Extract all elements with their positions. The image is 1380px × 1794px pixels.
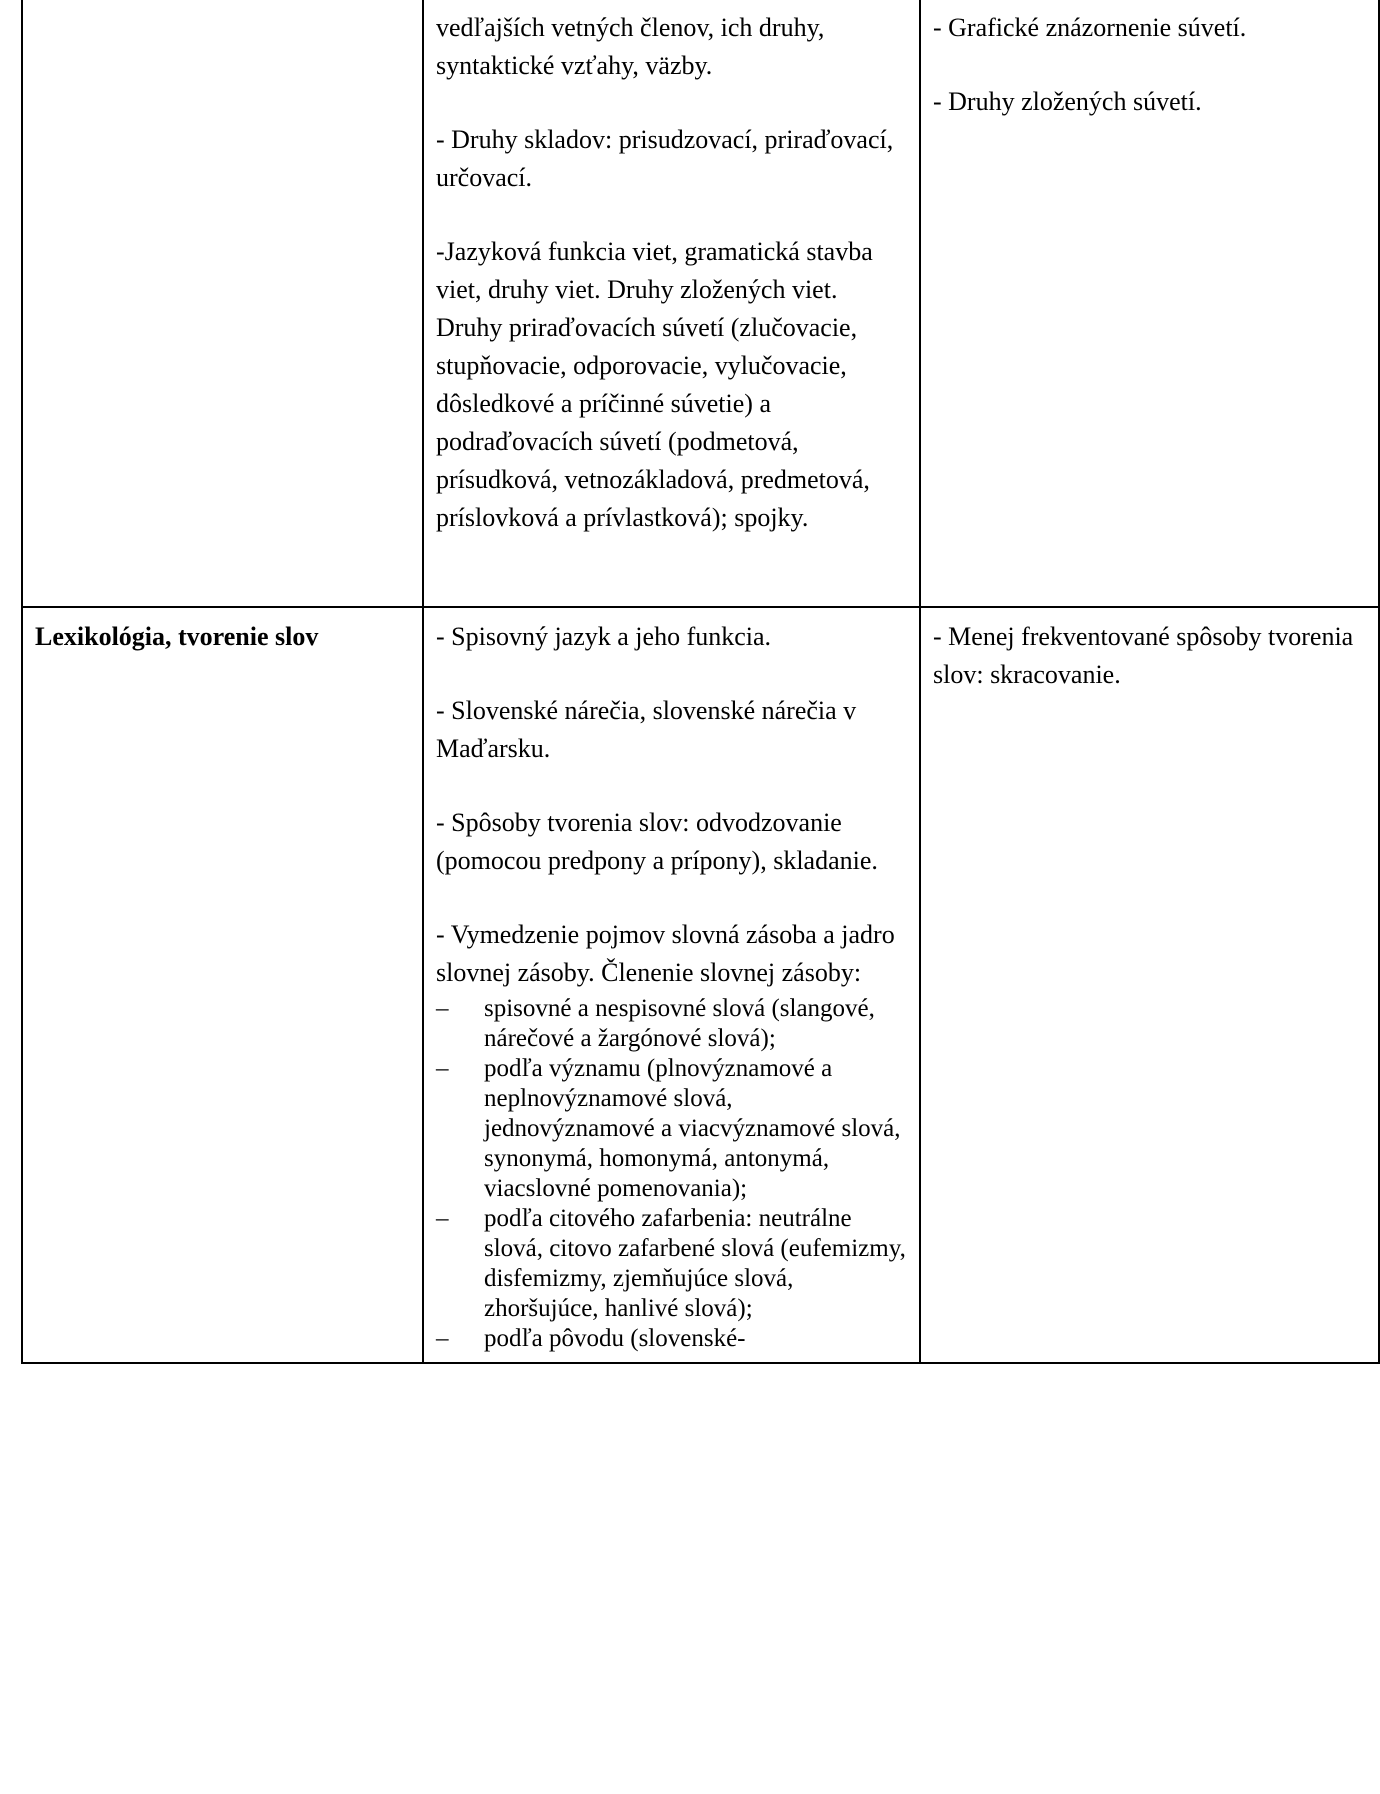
content-paragraph: - Druhy skladov: prisudzovací, priraďovací, určovací. xyxy=(436,125,894,192)
topic-cell xyxy=(22,607,423,1363)
list-item-text: podľa pôvodu (slovenské- xyxy=(484,1325,746,1352)
vocabulary-list xyxy=(436,994,907,1354)
content-paragraph: vedľajších vetných členov, ich druhy, syntaktické vzťahy, väzby. xyxy=(436,13,825,80)
list-item-text: podľa citového zafarbenia: neutrálne slová, citovo zafarbené slová (eufemizmy, disfemizmy, zjemňujúce slová, zhoršujúce, hanlivé slová); xyxy=(484,1205,906,1322)
extra-cell xyxy=(920,0,1379,607)
content-cell xyxy=(423,0,920,607)
list-item-text: spisovné a nespisovné slová (slangové, nárečové a žargónové slová); xyxy=(484,995,875,1052)
list-item xyxy=(436,1324,907,1354)
content-paragraph: - Slovenské nárečia, slovenské nárečia v Maďarsku. xyxy=(436,696,857,763)
extra-paragraph: - Menej frekventované spôsoby tvorenia slov: skracovanie. xyxy=(933,622,1354,689)
table-row xyxy=(22,607,1379,1363)
content-cell xyxy=(423,607,920,1363)
dash-marker: – xyxy=(436,1055,449,1082)
content-paragraph: - Vymedzenie pojmov slovná zásoba a jadro slovnej zásoby. Členenie slovnej zásoby: xyxy=(436,920,895,987)
extra-paragraph: - Grafické znázornenie súvetí. xyxy=(933,13,1247,42)
content-paragraph: - Spisovný jazyk a jeho funkcia. xyxy=(436,622,772,651)
extra-paragraph: - Druhy zložených súvetí. xyxy=(933,87,1202,116)
list-item-text: podľa významu (plnovýznamové a neplnovýznamové slová, jednovýznamové a viacvýznamové slová, synonymá, homonymá, antonymá, viacslovné pomenovania); xyxy=(484,1055,901,1202)
list-item xyxy=(436,994,907,1054)
dash-marker: – xyxy=(436,1205,449,1232)
list-item xyxy=(436,1054,907,1204)
dash-marker: – xyxy=(436,995,449,1022)
content-paragraph: -Jazyková funkcia viet, gramatická stavba viet, druhy viet. Druhy zložených viet. Druhy priraďovacích súvetí (zlučovacie, stupňovacie, odporovacie, vylučovacie, dôsledkové a príčinné súvetie) a podraďovacích súvetí (podmetová, prísudková, vetnozákladová, predmetová, príslovková a prívlastková); spojky. xyxy=(436,237,873,532)
curriculum-table xyxy=(21,0,1380,1364)
content-paragraph: - Spôsoby tvorenia slov: odvodzovanie (pomocou predpony a prípony), skladanie. xyxy=(436,808,878,875)
extra-cell xyxy=(920,607,1379,1363)
list-item xyxy=(436,1204,907,1324)
dash-marker: – xyxy=(436,1325,449,1352)
topic-label: Lexikológia, tvorenie slov xyxy=(35,622,319,651)
table-row xyxy=(22,0,1379,607)
topic-cell xyxy=(22,0,423,607)
